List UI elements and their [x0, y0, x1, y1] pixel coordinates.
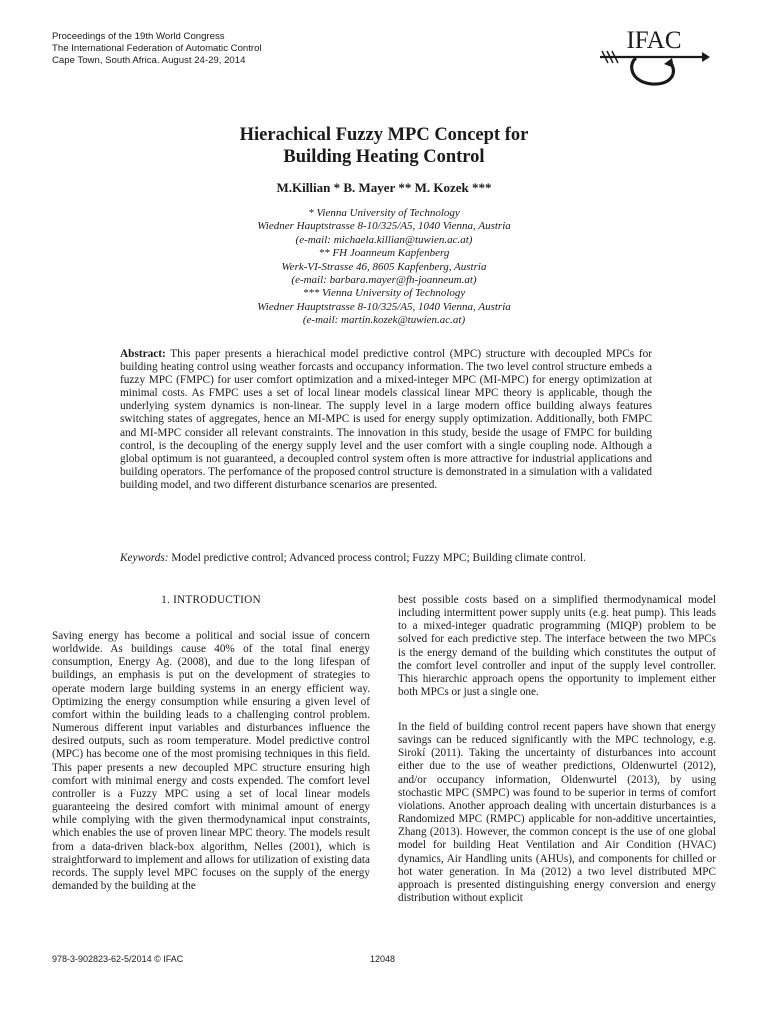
affiliation-line: Wiedner Hauptstrasse 8-10/325/A5, 1040 Vienna, Austria — [257, 300, 511, 313]
affiliation-line: *** Vienna University of Technology — [302, 287, 466, 300]
paper-title — [0, 124, 768, 168]
affiliation-line: * Vienna University of Technology — [308, 207, 460, 219]
proceedings-info — [52, 31, 262, 68]
title-line-1: Hierachical Fuzzy MPC Concept for — [239, 125, 529, 145]
section-heading-introduction: 1. INTRODUCTION — [161, 594, 261, 606]
affiliation-line: ** FH Joanneum Kapfenberg — [318, 247, 450, 260]
proceedings-line-1: Proceedings of the 19th World Congress — [52, 31, 225, 42]
intro-right-paragraph-2: In the field of building control recent papers have shown that energy savings can be reduced significantly with the MPC technology, e.g. Sirokí (2011). Taking the uncertainty of disturbances into account either due to the use of weather predictions, Oldenwurtel (2012), and/or occupancy information, Oldenwurtel (2013), by using stochastic MPC (SMPC) was found to be superior in terms of comfort violations. Another approach dealing with uncertain disturbances is a Randomized MPC (RMPC) applicable for non-additive uncertainties, Zhang (2013). However, the common concept is the use of one global model for building Heat Ventilation and Air Condition (HVAC) dynamics, Air Handling units (AHUs), and components for chilled or hot water generation. In Ma (2012) a two level distributed MPC approach is presented distinguishing energy conversion and energy distribution without explicit — [398, 721, 716, 905]
intro-left-column: Saving energy has become a political and social issue of concern worldwide. As buildings cause 40% of the total final energy consumption, Energy Ag. (2008), and due to the long lifespan of buildings, an emphasis is put on the development of strategies to operate modern large building systems in an energy efficient way. Optimizing the energy consumption while ensuring a given level of comfort within the building leads to a challenging control problem. Numerous different input variables and disturbances influence the desired outputs, such as room temperature. Model predictive control (MPC) has become one of the most promising techniques in this field. This paper presents a new decoupled MPC structure ensuring high comfort with minimal energy and costs expended. The comfort level controller is a Fuzzy MPC using a set of local linear models guaranteeing the desired comfort with minimal amount of energy while complying with the given thermodynamical input constraints, which enables the use of proven linear MPC theory. The models result from a data-driven black-box algorithm, Nelles (2001), which is straightforward to implement and allows for utilization of existing data records. The supply level MPC focuses on the supply of the energy demanded by the building at the — [52, 630, 370, 892]
intro-right-paragraph-1: best possible costs based on a simplified thermodynamical model including intermittent power supply units (e.g. heat pump). This leads to a mixed-integer quadratic programming (MIQP) problem to be solved for each predictive step. The interface between the two MPCs is the energy demand of the building which constitutes the output of the comfort level controller and input of the supply level controller. This hierarchic approach opens the opportunity to implement either both MPCs or just a single one. — [398, 594, 716, 699]
affiliation-line: (e-mail: martin.kozek@tuwien.ac.at) — [302, 314, 466, 327]
abstract-label: Abstract: — [120, 348, 166, 360]
proceedings-line-3: Cape Town, South Africa. August 24-29, 2014 — [52, 55, 246, 67]
authors: M.Killian * B. Mayer ** M. Kozek *** — [276, 180, 492, 195]
footer-isbn: 978-3-902823-62-5/2014 © IFAC — [52, 954, 184, 964]
affiliation-line: Werk-VI-Strasse 46, 8605 Kapfenberg, Austria — [281, 260, 487, 273]
title-line-2: Building Heating Control — [283, 147, 485, 167]
keywords-text: Model predictive control; Advanced process control; Fuzzy MPC; Building climate control. — [171, 552, 586, 564]
footer-page-number: 12048 — [370, 954, 396, 964]
ifac-logo — [598, 24, 710, 94]
affiliations — [0, 207, 768, 328]
affiliation-line: (e-mail: michaela.killian@tuwien.ac.at) — [295, 233, 473, 246]
keywords-label: Keywords: — [120, 552, 169, 564]
affiliation-line: Wiedner Hauptstrasse 8-10/325/A5, 1040 Vienna, Austria — [257, 220, 511, 233]
proceedings-line-2: The International Federation of Automatic Control — [52, 43, 262, 55]
abstract-text: This paper presents a hierachical model predictive control (MPC) structure with decoupled MPCs for building heating control using weather forcasts and occupancy information. The two level control structure embeds a fuzzy MPC (FMPC) for user comfort optimization and a mixed-integer MPC (MI-MPC) for energy optimization at minimal costs. As FMPC uses a set of local linear models classical linear MPC theory is applicable, though the underlying system dynamics is non-linear. The supply level in a large modern office building always features switching states of aggregates, hence an MI-MPC is used for energy supply optimization. Additionally, both FMPC and MI-MPC consider all relevant constraints. The innovation in this study, beside the usage of FMPC for building control, is the decoupling of the energy supply level and the user comfort with a single coupling node. Although a global optimum is not guaranteed, a decoupled control system often is more attractive for industrial applications and building operators. The perfomance of the proposed control structure is demonstrated in a simulation with a validated building model, and two different disturbance scenarios are presented. — [120, 348, 652, 491]
abstract — [120, 348, 652, 492]
affiliation-line: (e-mail: barbara.mayer@fh-joanneum.at) — [291, 274, 477, 287]
ifac-logo-text: IFAC — [626, 27, 682, 54]
keywords — [120, 552, 652, 565]
